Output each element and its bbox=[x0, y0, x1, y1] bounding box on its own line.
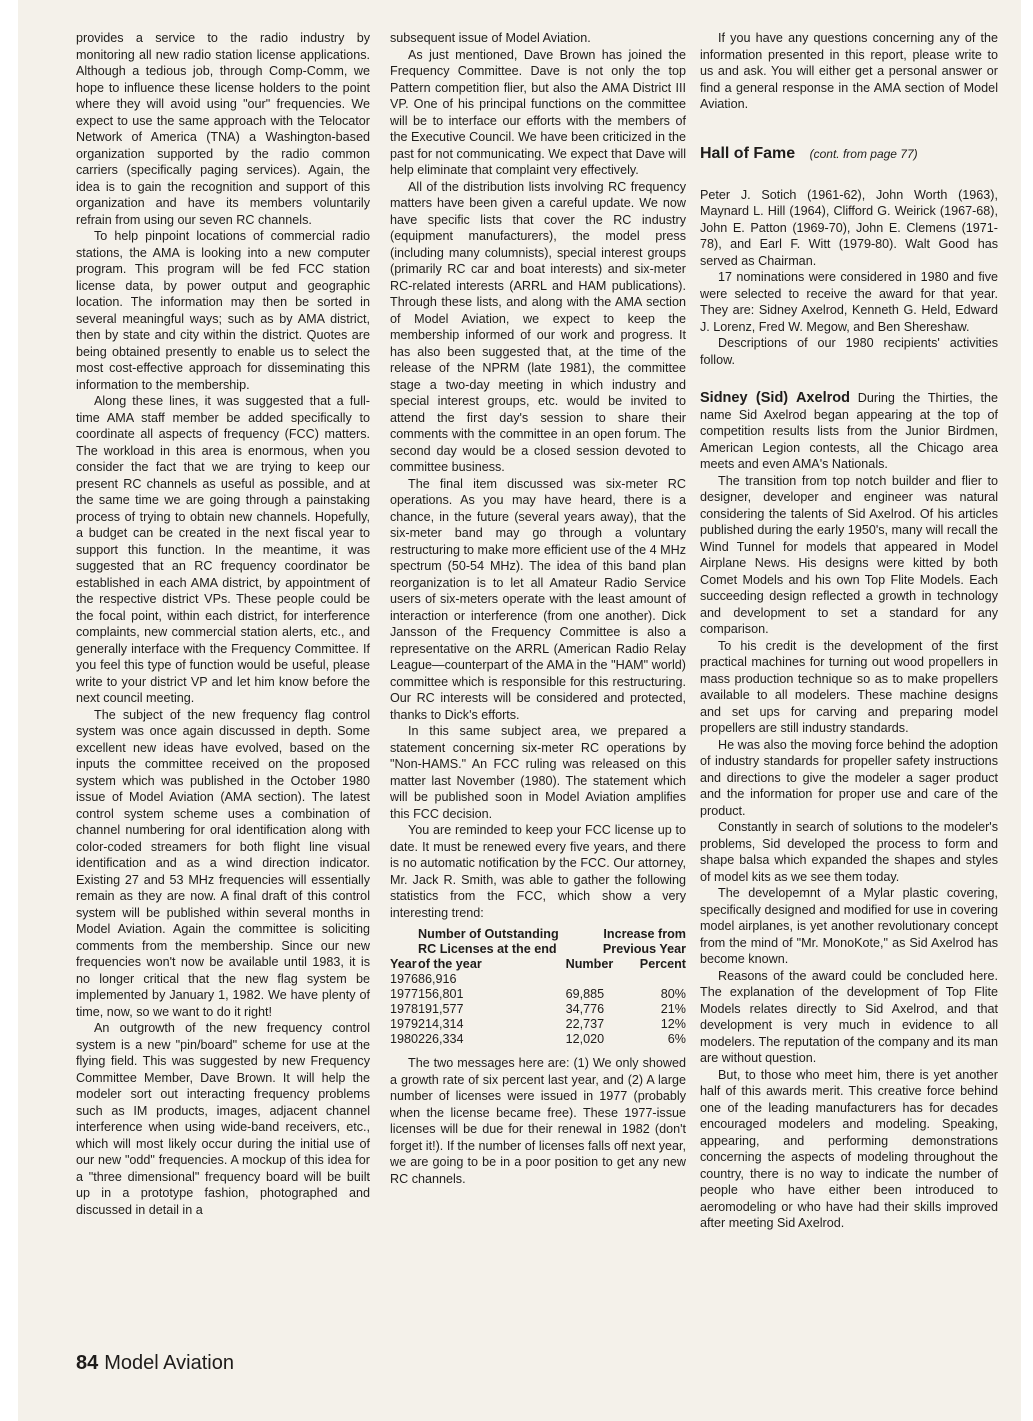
paragraph: The subject of the new frequency flag control system was once again discussed in depth. Some excellent new ideas have evolved, based on the inputs the committee received on the proposed system which was published in the October 1980 issue of Model Aviation (AMA section). The latest control system scheme uses a combination of channel numbering for oral identification along with color-coded streamers for both flight line visual identification and as a wind direction indicator. Existing 27 and 53 MHz frequencies will essentially remain as they are now. A final draft of this control system will be published within several months in Model Aviation. Again the committee is soliciting comments from the membership. Since our new frequencies won't now be available until 1983, it is no longer critical that the new flag system be implemented by January 1, 1982. We have plenty of time, now, so we want to do it right! bbox=[76, 707, 370, 1019]
table-cell: 6% bbox=[667, 1032, 686, 1046]
table-cell: 226,334 bbox=[418, 1032, 464, 1046]
table-cell: 34,776 bbox=[565, 1002, 605, 1016]
paragraph: An outgrowth of the new frequency control system is a new "pin/board" scheme for use at the flying field. This was suggested by new Frequency Committee Member, Dave Brown. It will help the modeler sort out interacting frequency problems such as IM products, images, adjacent channel interference when using wide-band receivers, etc., which will most likely occur during the initial use of our new "odd" frequencies. A mockup of this idea for a "three dimensional" frequency board will be built up in a prototype fashion, photographed and discussed in detail in a bbox=[76, 1021, 370, 1217]
table-cell: 214,314 bbox=[418, 1017, 464, 1031]
table-cell: 80% bbox=[660, 987, 686, 1001]
paragraph: To help pinpoint locations of commercial radio stations, the AMA is looking into a new computer program. This program will be fed FCC station license data, by power output and geographic location. The information may then be sorted in several meaningful ways; such as by AMA district, then by state and city within the district. Quotes are being obtained presently to enable us to select the most cost-effective approach for disseminating this information to the membership. bbox=[76, 229, 370, 392]
table-cell: 12,020 bbox=[565, 1032, 605, 1046]
paragraph: All of the distribution lists involving RC frequency matters have been given a careful update. We now have specific lists that cover the RC industry (equipment manufacturers), the model press (including many columnists), special interest groups (primarily RC car and boat interests) and six-meter RC-related interests (ARRL and HAM publications). Through these lists, and along with the AMA section of Model Aviation, we expect to keep the membership informed of our work and progress. It has also been suggested that, at the time of the release of the NPRM (late 1981), the committee stage a two-day meeting in which industry and special interest groups, etc. would be invited to attend the first day's session to share their comments with the committee in an open forum. The second day would be a closed session devoted to committee business. bbox=[390, 179, 686, 474]
paragraph: He was also the moving force behind the adoption of industry standards for propeller safety instructions and directions to give the modeler a sager product and the information for proper use and care of the product. bbox=[700, 737, 998, 818]
section-heading bbox=[700, 143, 998, 165]
table-cell: 1976 bbox=[390, 972, 419, 986]
table-cell bbox=[627, 972, 686, 987]
table-row bbox=[390, 1017, 686, 1032]
table-cell: 1980 bbox=[390, 1032, 419, 1046]
paragraph: Along these lines, it was suggested that a full-time AMA staff member be added specifically to coordinate all aspects of frequency (FCC) matters. The workload in this area is enormous, when you consider the fact that we are trying to keep our present RC channels as useful as possible, and at the same time we are going through a painstaking process of trying to obtain new channels. Hopefully, a budget can be created in the next fiscal year to support this function. In the meantime, it was suggested that an RC frequency coordinator be established in each AMA district, by appointment of the respective district VPs. These people could be the focal point, within each district, for interference complaints, new commercial station alerts, etc., and generally interface with the Frequency Committee. If you feel this type of function would be useful, please write to your district VP and let him know before the next council meeting. bbox=[76, 394, 370, 705]
page-footer bbox=[76, 1352, 234, 1375]
paragraph: The developemnt of a Mylar plastic covering, specifically designed and modified for use in covering model airplanes, is yet another revolutionary concept from the mind of "Mr. MonoKote," as Sid Axelrod has become known. bbox=[700, 886, 998, 966]
column-3 bbox=[700, 30, 998, 1232]
table-header: Number of Outstanding RC Licenses at the end bbox=[418, 927, 559, 956]
paragraph: If you have any questions concerning any of the information presented in this report, please write to us and ask. You will either get a personal answer or find a general response in the AMA section of Model Aviation. bbox=[700, 31, 998, 111]
page-number: 84 bbox=[76, 1352, 99, 1374]
table-cell: 1977 bbox=[390, 987, 419, 1001]
license-statistics-table bbox=[390, 927, 686, 1047]
table-row bbox=[390, 972, 686, 987]
paragraph: You are reminded to keep your FCC license up to date. It must be renewed every five years, and there is no automatic notification by the FCC. Our attorney, Mr. Jack R. Smith, was able to gather the following statistics from the FCC, which show a very interesting trend: bbox=[390, 823, 686, 920]
table-header: Number bbox=[565, 957, 614, 971]
table-cell: 156,801 bbox=[418, 987, 464, 1001]
paragraph: In this same subject area, we prepared a statement concerning six-meter RC operations by "Non-HAMS." An FCC ruling was released on this matter last November (1980). The statement which will be published soon in Model Aviation amplifies this FCC decision. bbox=[390, 724, 686, 821]
table-cell: 12% bbox=[660, 1017, 686, 1031]
paragraph: Reasons of the award could be concluded here. The explanation of the development of Top Flite Models relates directly to Sid Axelrod, and that development is very much in evidence to all modelers. The reputation of the company and its man are without question. bbox=[700, 968, 998, 1065]
table-header: Increase from Previous Year bbox=[602, 927, 686, 956]
paragraph: 17 nominations were considered in 1980 and five were selected to receive the award for that year. They are: Sidney Axelrod, Kenneth G. Held, Edward J. Lorenz, Fred W. Megow, and Ben Shereshaw. bbox=[700, 270, 998, 334]
table-row bbox=[390, 987, 686, 1002]
table-header: Year bbox=[390, 957, 417, 971]
paragraph: But, to those who meet him, there is yet another half of this awards merit. This creative force behind one of the leading manufacturers has for decades encouraged modelers and modeling. Speaking, appearing, and performing demonstrations concerning the aspects of modeling throughout the country, there is no way to indicate the number of people who have either been introduced to aeromodeling or who have had their skills improved after meeting Sid Axelrod. bbox=[700, 1067, 998, 1230]
table-cell: 1978 bbox=[390, 1002, 419, 1016]
table-cell bbox=[566, 972, 627, 987]
column-1 bbox=[76, 30, 370, 1218]
paragraph-text: During the Thirties, the name Sid Axelrod began appearing at the top of competition results lists from the Junior Birdmen, American Legion contests, all the Chicago area meets and even AMA's Nationals. bbox=[700, 391, 998, 471]
column-2 bbox=[390, 30, 686, 1187]
magazine-title: Model Aviation bbox=[104, 1352, 234, 1374]
recipient-name: Sidney (Sid) Axelrod bbox=[700, 390, 850, 406]
table-row bbox=[390, 1032, 686, 1047]
hall-of-fame-title: Hall of Fame bbox=[700, 144, 796, 162]
continued-note: (cont. from page 77) bbox=[809, 146, 918, 161]
paragraph: Peter J. Sotich (1961-62), John Worth (1963), Maynard L. Hill (1964), Clifford G. Weirick (1967-68), John E. Patton (1969-70), John E. Clemens (1971-78), and Earl F. Witt (1979-80). Walt Good has served as Chairman. bbox=[700, 187, 998, 268]
paragraph: subsequent issue of Model Aviation. bbox=[390, 31, 591, 45]
table-cell: 86,916 bbox=[418, 972, 457, 986]
paragraph: The final item discussed was six-meter RC operations. As you may have heard, there is a chance, in the future (several years away), that the six-meter band may go through a voluntary restructuring to make more efficient use of the 4 MHz spectrum (50-54 MHz). The idea of this band plan reorganization is to let all Amateur Radio Service users of six-meters operate with the least amount of interaction or interference (from one another). Dick Jansson of the Frequency Committee is also a representative on the ARRL (American Radio Relay League—counterpart of the AMA in the "HAM" world) committee which is responsible for this restructuring. Our RC interests will be considered and protected, thanks to Dick's efforts. bbox=[390, 476, 686, 722]
table-cell: 191,577 bbox=[418, 1002, 464, 1016]
paragraph: Constantly in search of solutions to the modeler's problems, Sid developed the process to form and shape balsa which expanded the shapes and styles of model kits as we see them today. bbox=[700, 820, 998, 884]
table-cell: 21% bbox=[660, 1002, 686, 1016]
table-header bbox=[390, 927, 418, 957]
paragraph bbox=[700, 390, 998, 473]
paragraph: The transition from top notch builder and flier to designer, developer and engineer was natural considering the talents of Sid Axelrod. Of his articles published during the early 1950's, many will recall the Wind Tunnel for models that appeared in Model Airplane News. His designs were kitted by both Comet Models and his own Top Flite Models. Each succeeding design reflected a growth in technology and development to set a standard for any comparison. bbox=[700, 473, 998, 636]
paragraph: Descriptions of our 1980 recipients' activities follow. bbox=[700, 336, 998, 367]
table-cell: 69,885 bbox=[565, 987, 605, 1001]
table-cell: 22,737 bbox=[565, 1017, 605, 1031]
table-header: of the year bbox=[418, 957, 482, 971]
table-row bbox=[390, 1002, 686, 1017]
table-cell: 1979 bbox=[390, 1017, 419, 1031]
paragraph: provides a service to the radio industry by monitoring all new radio station license applications. Although a tedious job, through Comp-Comm, we hope to influence these license holders to the point where they will avoid using "our" frequencies. We expect to use the same approach with the Telocator Network of America (TNA) a Washington-based organization supported by the radio common carriers (specifically paging services). Again, the idea is to gain the recognition and support of this organization and have its members voluntarily refrain from using our seven RC channels. bbox=[76, 31, 370, 227]
paragraph: To his credit is the development of the first practical machines for turning out wood propellers in mass production technique so as to make propellers available to all modelers. These machine designs and set ups for carving and preparing model propellers are still industry standards. bbox=[700, 638, 998, 735]
paragraph: The two messages here are: (1) We only showed a growth rate of six percent last year, and (2) A large number of licenses were issued in 1977 (probably when the license became free). These 1977-issue licenses will be due for their renewal in 1982 (don't forget it!). If the number of licenses falls off next year, we are going to be in a poor position to get any new RC channels. bbox=[390, 1056, 686, 1186]
table-header: Percent bbox=[639, 957, 686, 971]
paragraph: As just mentioned, Dave Brown has joined the Frequency Committee. Dave is not only the top Pattern competition flier, but also the AMA District III VP. One of his principal functions on the committee will be to interface our efforts with the members of the Executive Council. We have been criticized in the past for not communicating. We expect that Dave will help eliminate that complaint very effectively. bbox=[390, 47, 686, 177]
